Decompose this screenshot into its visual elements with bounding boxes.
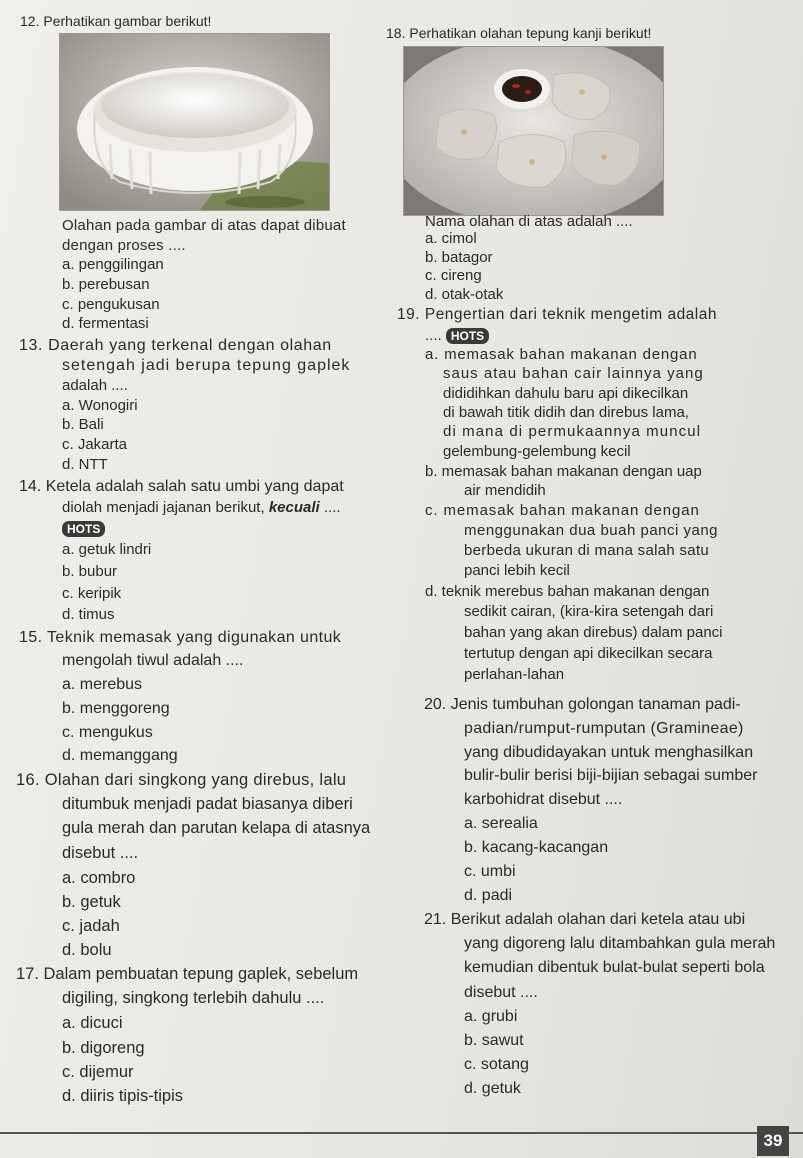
q20-option-b: b. kacang-kacangan bbox=[464, 839, 609, 856]
q16-line2: ditumbuk menjadi padat biasanya diberi bbox=[62, 795, 353, 813]
q19-line1: 19. Pengertian dari teknik mengetim adalah bbox=[397, 306, 717, 323]
q19-option-a-line5: di mana di permukaannya muncul bbox=[443, 423, 702, 440]
q20-line1: 20. Jenis tumbuhan golongan tanaman padi- bbox=[424, 696, 741, 713]
q14-kecuali: kecuali bbox=[268, 499, 320, 516]
q20-option-c: c. umbi bbox=[464, 863, 516, 880]
q15-option-a: a. merebus bbox=[62, 676, 143, 693]
q14-option-c: c. keripik bbox=[62, 585, 122, 602]
q19-option-a-line2: saus atau bahan cair lainnya yang bbox=[443, 365, 704, 382]
q19-option-a-line4: di bawah titik didih dan direbus lama, bbox=[443, 404, 689, 421]
q20-option-a: a. serealia bbox=[464, 815, 538, 832]
q21-line1: 21. Berikut adalah olahan dari ketela atau ubi bbox=[424, 911, 746, 928]
q12-option-a: a. penggilingan bbox=[62, 256, 164, 273]
q18-stem: Nama olahan di atas adalah .... bbox=[425, 213, 633, 230]
q18-option-b: b. batagor bbox=[425, 249, 493, 266]
q21-option-c: c. sotang bbox=[464, 1056, 529, 1073]
q17-option-b: b. digoreng bbox=[62, 1039, 145, 1057]
q17-line1: 17. Dalam pembuatan tepung gaplek, sebelum bbox=[16, 965, 359, 983]
q16-option-c: c. jadah bbox=[62, 917, 120, 935]
q21-line3: kemudian dibentuk bulat-bulat seperti bola bbox=[464, 959, 765, 976]
q20-line2: padian/rumput-rumputan (Gramineae) bbox=[464, 720, 744, 737]
q18-option-a: a. cimol bbox=[425, 230, 477, 247]
q12-option-b: b. perebusan bbox=[62, 276, 150, 293]
q19-hots-badge: HOTS bbox=[446, 328, 489, 344]
q15-line2: mengolah tiwul adalah .... bbox=[62, 652, 244, 669]
q16-line1: 16. Olahan dari singkong yang direbus, lalu bbox=[16, 771, 347, 789]
q14-option-d: d. timus bbox=[62, 606, 115, 623]
flour-bowl-photo bbox=[59, 33, 330, 211]
q16-option-a: a. combro bbox=[62, 869, 136, 887]
q13-line1: 13. Daerah yang terkenal dengan olahan bbox=[19, 337, 332, 354]
q17-option-d: d. diiris tipis-tipis bbox=[62, 1087, 184, 1105]
q12-stem-line2: dengan proses .... bbox=[62, 237, 186, 254]
q19-dots: .... bbox=[425, 327, 442, 344]
q21-line2: yang digoreng lalu ditambahkan gula merah bbox=[464, 935, 776, 952]
q13-option-c: c. Jakarta bbox=[62, 436, 128, 453]
q15-option-c: c. mengukus bbox=[62, 724, 153, 741]
q13-option-b: b. Bali bbox=[62, 416, 104, 433]
q14-line1: 14. Ketela adalah salah satu umbi yang dapat bbox=[19, 478, 344, 495]
q19-option-d-line3: bahan yang akan direbus) dalam panci bbox=[464, 624, 723, 641]
q12-stem-line1: Olahan pada gambar di atas dapat dibuat bbox=[62, 217, 346, 234]
q16-line4: disebut .... bbox=[62, 844, 139, 862]
q20-line3: yang dibudidayakan untuk menghasilkan bbox=[464, 744, 754, 761]
q21-option-a: a. grubi bbox=[464, 1008, 518, 1025]
bottom-rule bbox=[0, 1132, 803, 1134]
q17-option-a: a. dicuci bbox=[62, 1014, 123, 1032]
q17-option-c: c. dijemur bbox=[62, 1063, 134, 1081]
q19-option-c-line1: c. memasak bahan makanan dengan bbox=[425, 502, 700, 519]
cireng-photo bbox=[403, 46, 664, 216]
page-number: 39 bbox=[757, 1126, 789, 1156]
q18-option-d: d. otak-otak bbox=[425, 286, 504, 303]
q21-line4: disebut .... bbox=[464, 984, 538, 1001]
q19-option-c-line4: panci lebih kecil bbox=[464, 562, 570, 579]
q13-line3: adalah .... bbox=[62, 377, 128, 394]
q14-option-b: b. bubur bbox=[62, 563, 118, 580]
q14-hots-badge: HOTS bbox=[62, 521, 105, 537]
q19-option-b-line2: air mendidih bbox=[464, 482, 546, 499]
q19-hots-row bbox=[425, 327, 489, 345]
q16-option-d: d. bolu bbox=[62, 941, 112, 959]
q13-option-a: a. Wonogiri bbox=[62, 397, 138, 414]
q15-option-d: d. memanggang bbox=[62, 747, 178, 764]
q20-option-d: d. padi bbox=[464, 887, 513, 904]
q12-option-c: c. pengukusan bbox=[62, 296, 160, 313]
q19-option-a-line6: gelembung-gelembung kecil bbox=[443, 443, 631, 460]
q13-option-d: d. NTT bbox=[62, 456, 108, 473]
q14-line2 bbox=[62, 499, 341, 517]
q19-option-c-line3: berbeda ukuran di mana salah satu bbox=[464, 542, 710, 559]
q18-title: 18. Perhatikan olahan tepung kanji berikut! bbox=[386, 25, 652, 41]
q16-option-b: b. getuk bbox=[62, 893, 121, 911]
q14-line2-text: diolah menjadi jajanan berikut, bbox=[62, 499, 269, 516]
q14-hots-row bbox=[62, 520, 105, 538]
q19-option-b-line1: b. memasak bahan makanan dengan uap bbox=[425, 463, 702, 480]
q14-option-a: a. getuk lindri bbox=[62, 541, 152, 558]
q17-line2: digiling, singkong terlebih dahulu .... bbox=[62, 989, 325, 1007]
q19-option-d-line2: sedikit cairan, (kira-kira setengah dari bbox=[464, 603, 714, 620]
q16-line3: gula merah dan parutan kelapa di atasnya bbox=[62, 819, 371, 837]
q15-option-b: b. menggoreng bbox=[62, 700, 170, 717]
q20-line5: karbohidrat disebut .... bbox=[464, 791, 623, 808]
q19-option-d-line1: d. teknik merebus bahan makanan dengan bbox=[425, 583, 710, 600]
q12-title: 12. Perhatikan gambar berikut! bbox=[20, 13, 212, 29]
q19-option-d-line5: perlahan-lahan bbox=[464, 666, 565, 683]
q19-option-c-line2: menggunakan dua buah panci yang bbox=[464, 522, 719, 539]
q15-line1: 15. Teknik memasak yang digunakan untuk bbox=[19, 629, 342, 646]
q14-line2-dots: .... bbox=[319, 499, 341, 516]
q19-option-d-line4: tertutup dengan api dikecilkan secara bbox=[464, 645, 713, 662]
q21-option-b: b. sawut bbox=[464, 1032, 524, 1049]
q21-option-d: d. getuk bbox=[464, 1080, 521, 1097]
q20-line4: bulir-bulir berisi biji-bijian sebagai sumber bbox=[464, 767, 758, 784]
q19-option-a-line3: dididihkan dahulu baru api dikecilkan bbox=[443, 385, 689, 402]
q19-option-a-line1: a. memasak bahan makanan dengan bbox=[425, 346, 698, 363]
q13-line2: setengah jadi berupa tepung gaplek bbox=[62, 357, 351, 374]
q12-option-d: d. fermentasi bbox=[62, 315, 149, 332]
q18-option-c: c. cireng bbox=[425, 267, 482, 284]
